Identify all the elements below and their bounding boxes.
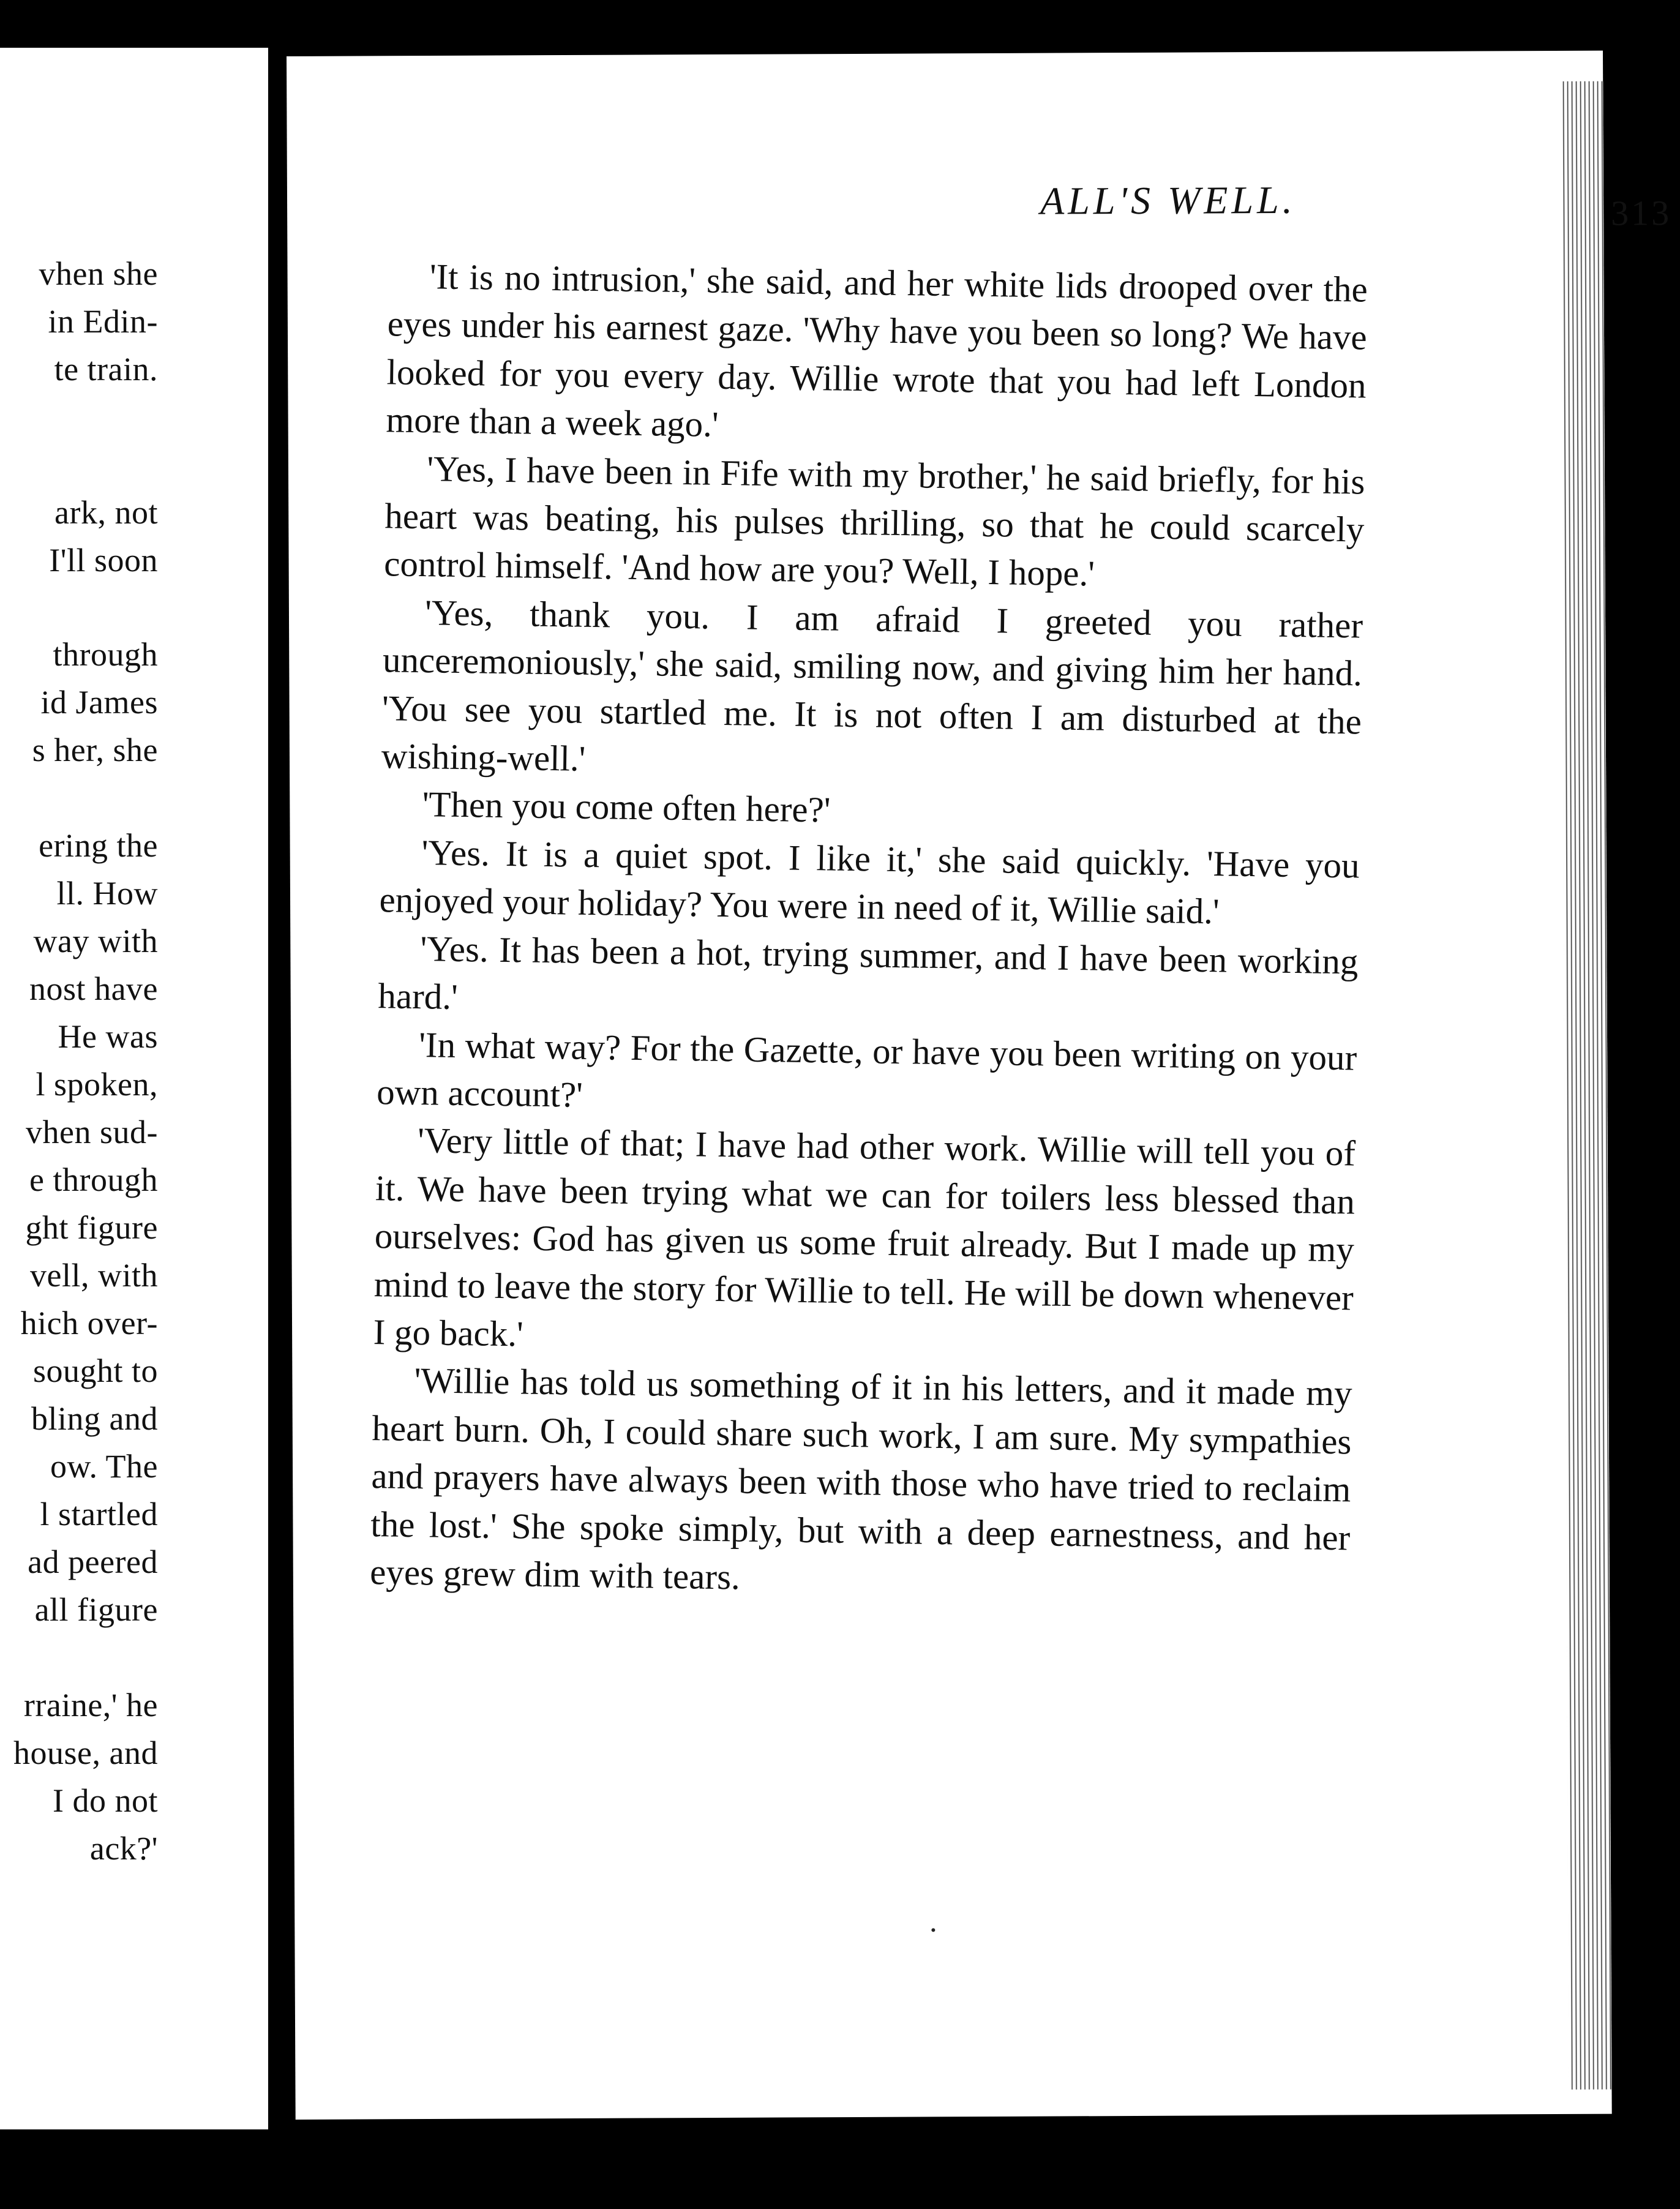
left-page-line: He was xyxy=(58,1018,158,1055)
speck xyxy=(931,1928,935,1932)
paragraph: 'Yes. It has been a hot, trying summer, and I have been working hard.' xyxy=(377,928,1359,1018)
left-page-line: ow. The xyxy=(50,1448,158,1485)
left-page-line: bling and xyxy=(31,1400,158,1437)
left-page-line: l startled xyxy=(40,1496,158,1532)
paragraph: 'Yes, thank you. I am afraid I greeted you rather unceremoniously,' she said, smiling now, and giving him her hand. 'You see you startled me. It is not often I am disturbed at the wishing-well.' xyxy=(381,592,1363,779)
paragraph: 'Then you come often here?' xyxy=(422,784,831,830)
left-page-line: nost have xyxy=(29,970,158,1007)
paragraph: 'It is no intrusion,' she said, and her white lids drooped over the eyes under his earnest gaze. 'Why have you been so long? We have looked for you every day. Willie wrote that you had left London more than a week ago.' xyxy=(386,256,1368,445)
left-page-line: through xyxy=(53,636,158,673)
left-page-line: house, and xyxy=(13,1735,158,1771)
left-page-line: ering the xyxy=(39,827,158,864)
body-text xyxy=(370,252,1368,1610)
page-edge-stack xyxy=(1560,81,1611,2090)
left-page-line: ll. How xyxy=(56,875,158,912)
running-head: ALL'S WELL. xyxy=(1040,178,1296,223)
left-page-line: vhen she xyxy=(39,255,158,292)
left-page-line: e through xyxy=(29,1161,158,1198)
paragraph: 'Very little of that; I have had other work. Willie will tell you of it. We have been trying what we can for toilers less blessed than ourselves: God has given us some fruit already. But I made up my mind to leave the story for Willie to tell. He will be down whenever I go back.' xyxy=(373,1120,1356,1354)
paragraph: 'Willie has told us something of it in his letters, and it made my heart burn. Oh, I could share such work, I am sure. My sympathies and prayers have always been with those who have tried to reclaim the lost.' She spoke simply, but with a deep earnestness, and her eyes grew dim with tears. xyxy=(369,1360,1352,1597)
paragraph: 'Yes, I have been in Fife with my brother,' he said briefly, for his heart was beating, his pulses thrilling, so that he could scarcely control himself. 'And how are you? Well, I hope.' xyxy=(383,448,1365,594)
left-page-line: l spoken, xyxy=(36,1066,158,1103)
left-page-line: all figure xyxy=(34,1591,158,1628)
left-page-line: vhen sud- xyxy=(26,1114,158,1150)
left-page-line: ght figure xyxy=(25,1209,158,1246)
left-page-line: I do not xyxy=(53,1782,158,1819)
page-number: 313 xyxy=(1610,193,1672,233)
left-page-line: ark, not xyxy=(54,494,158,531)
left-page-line: ack?' xyxy=(89,1830,158,1867)
left-page-line: rraine,' he xyxy=(23,1687,158,1723)
left-page-line: I'll soon xyxy=(49,542,158,579)
left-page-line: in Edin- xyxy=(48,303,158,340)
left-page-line: s her, she xyxy=(32,732,158,768)
left-facing-page xyxy=(0,48,268,2129)
left-page-line: hich over- xyxy=(20,1305,158,1341)
paragraph: 'In what way? For the Gazette, or have you been writing on your own account?' xyxy=(376,1024,1357,1115)
left-page-line: vell, with xyxy=(30,1257,158,1294)
left-page-line: way with xyxy=(33,923,158,959)
left-page-line: id James xyxy=(40,684,158,721)
left-page-line: sought to xyxy=(32,1352,158,1389)
left-page-line: te train. xyxy=(54,351,158,388)
right-main-page xyxy=(287,51,1672,2120)
left-page-line: ad peered xyxy=(28,1543,158,1580)
paragraph: 'Yes. It is a quiet spot. I like it,' she said quickly. 'Have you enjoyed your holiday? You were in need of it, Willie said.' xyxy=(379,832,1360,932)
